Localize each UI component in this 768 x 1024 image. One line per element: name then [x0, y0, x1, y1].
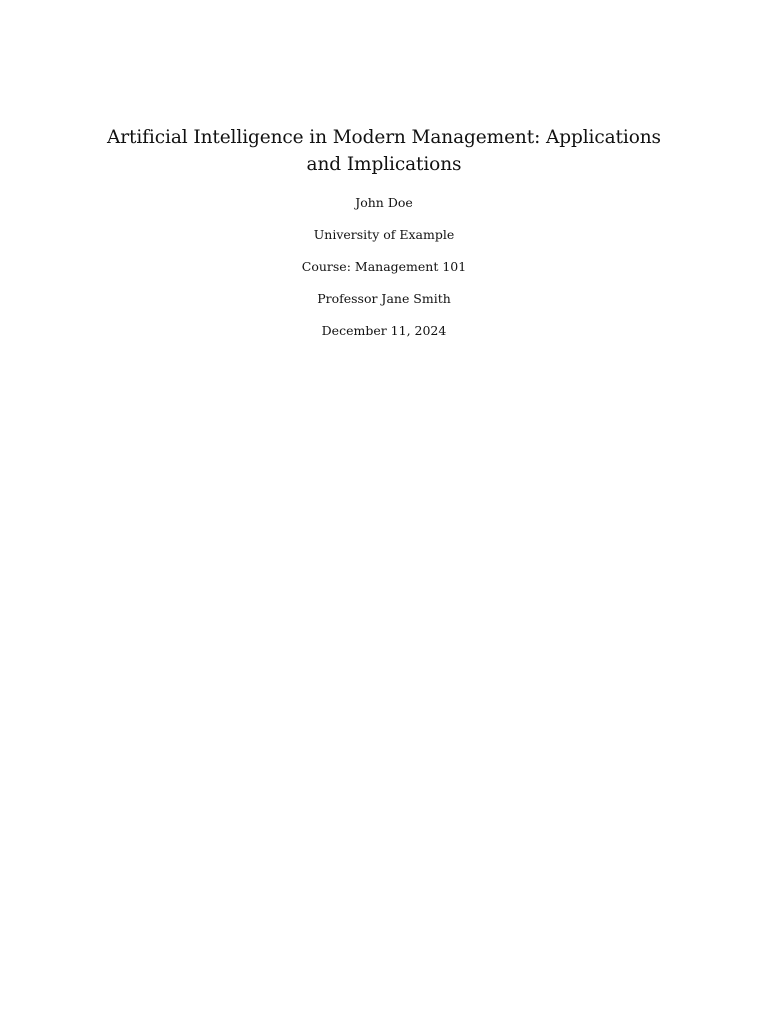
submission-date: December 11, 2024 [321, 323, 447, 338]
institution-name: University of Example [313, 227, 455, 242]
course-name: Course: Management 101 [301, 259, 467, 274]
title-page-block [96, 124, 672, 340]
paper-title: Artificial Intelligence in Modern Management: Applications and Implications [107, 127, 661, 175]
professor-name: Professor Jane Smith [317, 291, 451, 306]
author-name: John Doe [355, 195, 413, 210]
